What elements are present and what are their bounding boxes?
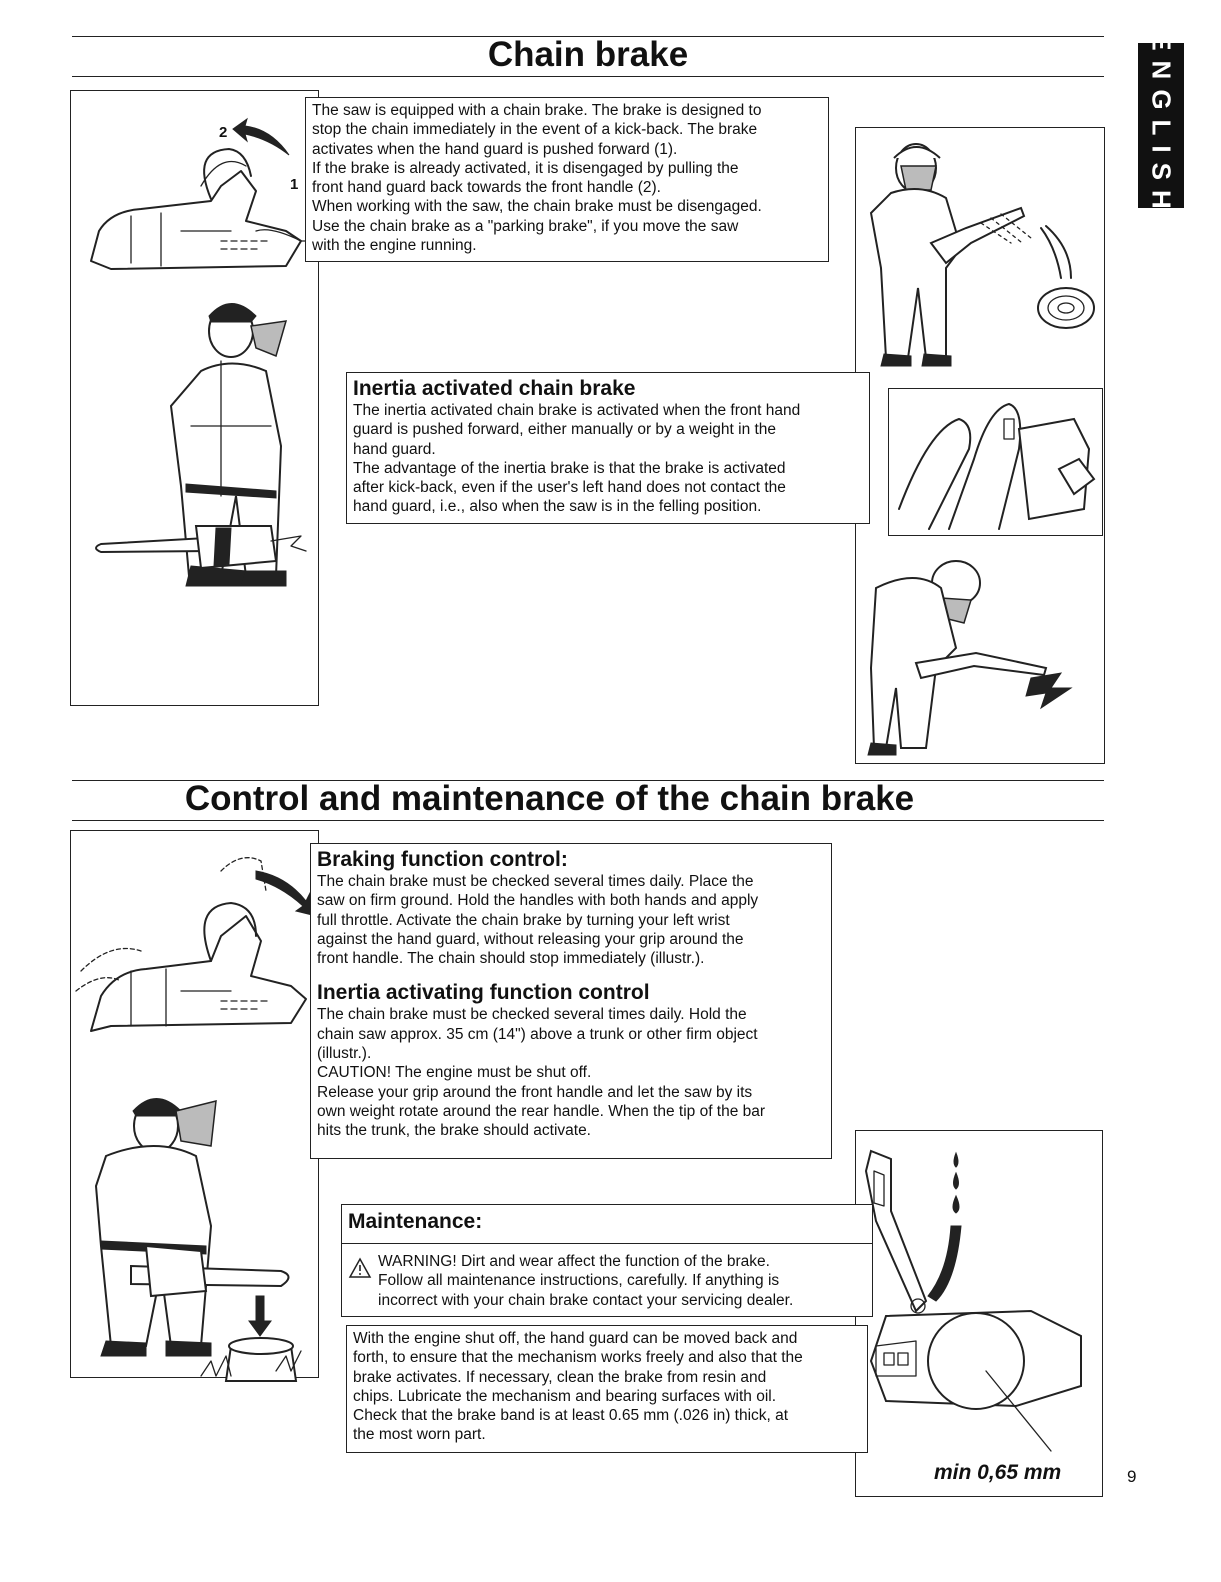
inertia-control-line: own weight rotate around the rear handle. When the tip of the bar [317, 1102, 766, 1120]
arrow-2-icon [231, 99, 291, 159]
inertia-control-title: Inertia activating function control [317, 981, 650, 1005]
inertia-line: hand guard. [353, 440, 436, 458]
figure-brake-control [70, 830, 319, 1378]
figure-label-2: 2 [219, 124, 228, 141]
brake-mechanism-illustration [856, 1131, 1104, 1461]
warning-line: Follow all maintenance instructions, carefully. If anything is [378, 1272, 780, 1290]
inertia-line: The advantage of the inertia brake is that the brake is activated [353, 459, 786, 477]
braking-line: front handle. The chain should stop immediately (illustr.). [317, 950, 705, 968]
maintenance-line: chips. Lubricate the mechanism and bearing surfaces with oil. [353, 1387, 777, 1405]
min-thickness-label: min 0,65 mm [934, 1461, 1062, 1484]
intro-line: Use the chain brake as a "parking brake", if you move the saw [312, 217, 739, 235]
maintenance-warning-text [378, 1252, 793, 1310]
language-tab-label: ENGLISH [1146, 32, 1177, 219]
inertia-line: hand guard, i.e., also when the saw is in the felling position. [353, 498, 762, 516]
intro-line: activates when the hand guard is pushed forward (1). [312, 140, 678, 158]
braking-control-title: Braking function control: [317, 848, 568, 871]
inertia-control-line: (illustr.). [317, 1045, 372, 1063]
maintenance-divider [342, 1243, 872, 1244]
section2-title: Control and maintenance of the chain brake [184, 779, 915, 818]
braking-line: against the hand guard, without releasing your grip around the [317, 930, 744, 948]
intro-line: When working with the saw, the chain brake must be disengaged. [312, 198, 762, 216]
inertia-control-line: Release your grip around the front handle and let the saw by its [317, 1083, 753, 1101]
figure-maintenance [855, 1130, 1103, 1497]
braking-line: The chain brake must be checked several times daily. Place the [317, 873, 754, 890]
intro-line: front hand guard back towards the front handle (2). [312, 179, 661, 197]
inertia-brake-text [346, 372, 870, 524]
hand-guard-closeup [888, 388, 1103, 536]
warning-line: incorrect with your chain brake contact your servicing dealer. [378, 1291, 794, 1309]
intro-line: The saw is equipped with a chain brake. The brake is designed to [312, 102, 762, 119]
braking-line: full throttle. Activate the chain brake by turning your left wrist [317, 911, 730, 929]
figure-chain-brake-overview [70, 90, 319, 706]
section1-bottom-rule [72, 76, 1104, 77]
braking-control-text [310, 843, 832, 1159]
inertia-line: after kick-back, even if the user's left hand does not contact the [353, 479, 786, 497]
operator-carrying-saw-illustration [71, 286, 320, 706]
inertia-line: guard is pushed forward, either manually or by a weight in the [353, 421, 777, 439]
inertia-control-line: CAUTION! The engine must be shut off. [317, 1064, 592, 1082]
maintenance-line: With the engine shut off, the hand guard can be moved back and [353, 1330, 798, 1347]
warning-line: WARNING! Dirt and wear affect the function of the brake. [378, 1253, 770, 1270]
maintenance-line: Check that the brake band is at least 0.65 mm (.026 in) thick, at [353, 1407, 789, 1425]
hand-guard-closeup-illustration [889, 389, 1104, 537]
figure-inertia-brake [855, 127, 1105, 764]
maintenance-warning-box [341, 1204, 873, 1317]
maintenance-line: forth, to ensure that the mechanism works freely and also that the [353, 1349, 803, 1367]
operator-dropping-saw-illustration [71, 1046, 320, 1376]
intro-line: stop the chain immediately in the event of a kick-back. The brake [312, 121, 758, 139]
inertia-control-line: chain saw approx. 35 cm (14") above a trunk or other firm object [317, 1025, 758, 1043]
inertia-control-line: hits the trunk, the brake should activate. [317, 1122, 591, 1140]
warning-triangle-icon [348, 1257, 372, 1279]
inertia-line: The inertia activated chain brake is activated when the front hand [353, 402, 801, 419]
maintenance-line: the most worn part. [353, 1426, 486, 1444]
section2-bottom-rule [72, 820, 1104, 821]
saw-on-ground-illustration [71, 831, 320, 1046]
intro-line: with the engine running. [312, 237, 477, 255]
maintenance-line: brake activates. If necessary, clean the brake from resin and [353, 1368, 767, 1386]
intro-line: If the brake is already activated, it is disengaged by pulling the [312, 159, 739, 177]
inertia-control-line: The chain brake must be checked several times daily. Hold the [317, 1006, 747, 1024]
operator-cutting-illustration [856, 128, 1106, 373]
inertia-brake-title: Inertia activated chain brake [353, 377, 636, 400]
maintenance-text [346, 1325, 868, 1453]
figure-label-1: 1 [290, 176, 299, 193]
maintenance-title: Maintenance: [348, 1210, 483, 1233]
operator-felling-position-illustration [856, 548, 1106, 763]
braking-line: saw on firm ground. Hold the handles with both hands and apply [317, 892, 759, 910]
page-number: 9 [1127, 1467, 1137, 1486]
language-tab [1138, 32, 1184, 219]
section1-title: Chain brake [487, 35, 689, 74]
chain-brake-intro-text [305, 97, 829, 262]
